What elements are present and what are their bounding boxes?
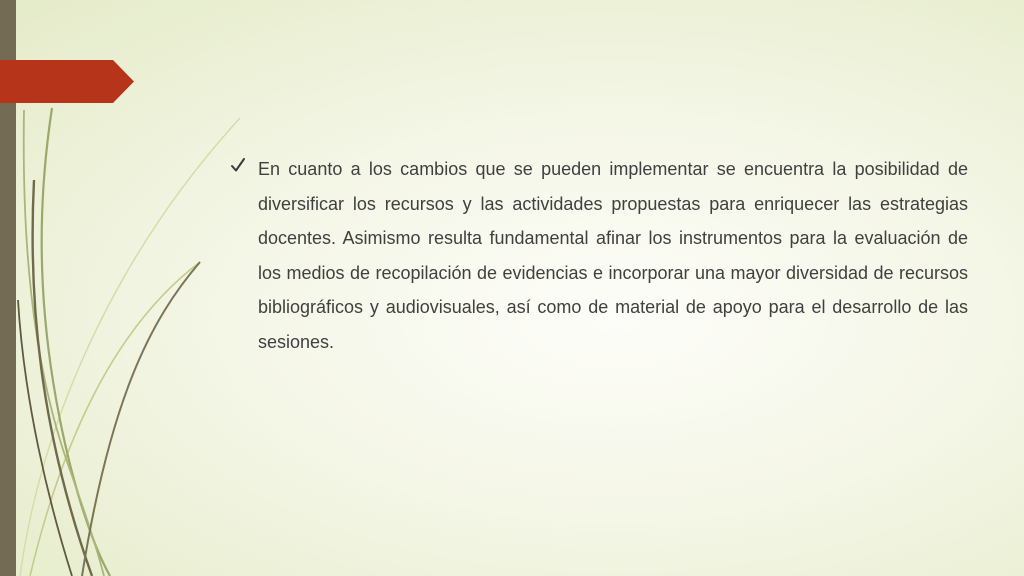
stem-dark-2 xyxy=(82,262,200,576)
red-arrow-tab xyxy=(0,60,134,103)
stem-green-2 xyxy=(24,110,104,576)
stem-light-2 xyxy=(30,262,200,576)
bullet-text: En cuanto a los cambios que se pueden implementar se encuentra la posibilidad de diversificar los recursos y las actividades propuestas para enriquecer las estrategias docentes. Asimismo resulta fundamental afinar los instrumentos para la evaluación de los medios de recopilación de evidencias e incorporar una mayor diversidad de recursos bibliográficos y audiovisuales, así como de material de apoyo para el desarrollo de las sesiones. xyxy=(258,159,968,352)
checkmark-icon xyxy=(230,156,246,174)
bullet-item xyxy=(230,152,968,359)
